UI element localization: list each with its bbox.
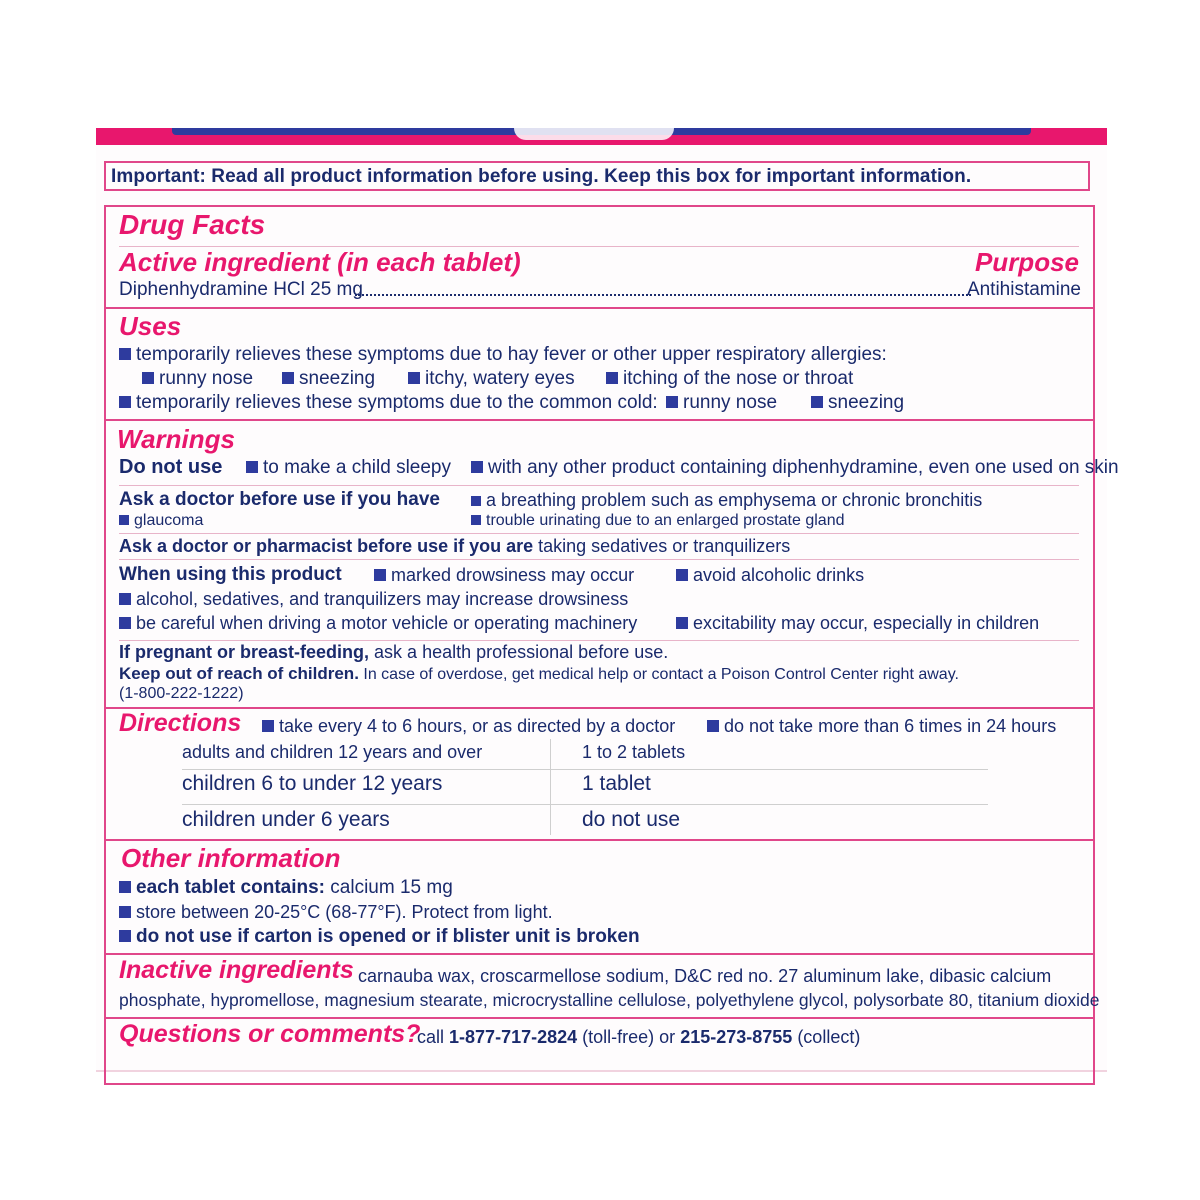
pregnant-row — [119, 642, 668, 663]
brand-logo-fragment — [514, 128, 674, 140]
allergy-item — [606, 368, 853, 390]
calcium-row — [119, 877, 453, 899]
allergy-item-text: runny nose — [159, 368, 254, 389]
carton-top-band — [96, 128, 1107, 145]
divider — [119, 640, 1079, 641]
warnings-section — [106, 419, 1119, 707]
bullet-icon — [606, 372, 618, 384]
do-not-use-item — [246, 457, 451, 479]
dosage-age: children under 6 years — [182, 808, 390, 831]
cold-item-text: sneezing — [828, 392, 905, 413]
when-using-item-text: marked drowsiness may occur — [391, 565, 635, 585]
uses-line-2 — [119, 392, 658, 414]
dosage-amount: do not use — [582, 808, 681, 831]
bullet-icon — [119, 881, 131, 893]
bullet-icon — [142, 372, 154, 384]
when-using-item — [676, 565, 864, 586]
tamper-text: do not use if carton is opened or if blister unit is broken — [136, 926, 640, 947]
call-text: call — [417, 1027, 445, 1047]
bullet-icon — [246, 461, 258, 473]
uses-line-1-text: temporarily relieves these symptoms due to hay fever or other upper respiratory allergies: — [136, 344, 887, 365]
tamper-row — [119, 926, 640, 948]
questions-title: Questions or comments? — [119, 1020, 421, 1048]
divider — [119, 485, 1079, 486]
dosage-amount: 1 tablet — [582, 772, 651, 795]
calcium-label: each tablet contains: — [136, 877, 325, 898]
allergy-item — [408, 368, 575, 390]
storage-text: store between 20-25°C (68-77°F). Protect from light. — [136, 902, 553, 922]
allergy-item — [142, 368, 253, 390]
cold-item — [811, 392, 904, 414]
table-divider — [182, 804, 988, 805]
pregnant-label: If pregnant or breast-feeding, — [119, 642, 370, 662]
allergy-item-text: itchy, watery eyes — [425, 368, 575, 389]
tollfree-phone-link[interactable]: 1-877-717-2824 — [449, 1027, 578, 1047]
bullet-icon — [471, 496, 481, 506]
bullet-icon — [282, 372, 294, 384]
bullet-icon — [408, 372, 420, 384]
ask-doctor-item-text: glaucoma — [134, 512, 204, 529]
active-ingredient-header: Active ingredient (in each tablet) — [119, 247, 521, 277]
bullet-icon — [811, 396, 823, 408]
when-using-item-text: avoid alcoholic drinks — [693, 565, 865, 585]
directions-item — [262, 716, 675, 737]
bullet-icon — [676, 569, 688, 581]
bullet-icon — [119, 617, 131, 629]
ask-doctor-item — [471, 512, 844, 530]
directions-item-text: take every 4 to 6 hours, or as directed by a doctor — [279, 716, 676, 736]
inactive-ingredients-section — [106, 953, 1100, 1017]
allergy-item-text: itching of the nose or throat — [623, 368, 854, 389]
when-using-label: When using this product — [119, 564, 342, 585]
collect-phone-link[interactable]: 215-273-8755 — [680, 1027, 793, 1047]
drug-facts-title: Drug Facts — [119, 209, 266, 240]
dosage-amount: 1 to 2 tablets — [582, 742, 686, 762]
bullet-icon — [119, 593, 131, 605]
when-using-item-text: alcohol, sedatives, and tranquilizers may increase drowsiness — [136, 589, 629, 609]
bullet-icon — [119, 348, 131, 360]
questions-section — [106, 1017, 1093, 1085]
uses-line-1 — [119, 344, 887, 366]
bullet-icon — [119, 396, 131, 408]
cold-item — [666, 392, 777, 414]
pregnant-text: ask a health professional before use. — [374, 642, 669, 662]
inactive-ingredients-title: Inactive ingredients — [119, 956, 354, 984]
bullet-icon — [262, 720, 274, 732]
tollfree-label: (toll-free) or — [582, 1027, 676, 1047]
questions-contact — [417, 1027, 860, 1048]
ask-pharmacist-row — [119, 536, 790, 557]
poison-control-phone: (1-800-222-1222) — [119, 685, 244, 702]
dosage-age: children 6 to under 12 years — [182, 772, 443, 795]
directions-item-text: do not take more than 6 times in 24 hours — [724, 716, 1057, 736]
keep-out-row — [119, 664, 959, 684]
dot-leader — [355, 279, 971, 296]
ingredient-purpose: Antihistamine — [966, 279, 1081, 300]
directions-item — [707, 716, 1056, 737]
when-using-item — [119, 613, 637, 634]
uses-section — [106, 307, 1093, 419]
when-using-item — [676, 613, 1039, 634]
bullet-icon — [471, 461, 483, 473]
divider — [119, 559, 1079, 560]
allergy-item — [282, 368, 375, 390]
when-using-item-text: be careful when driving a motor vehicle or operating machinery — [136, 613, 638, 633]
calcium-value: calcium 15 mg — [330, 877, 453, 898]
drug-facts-panel — [104, 205, 1119, 1085]
bullet-icon — [119, 930, 131, 942]
directions-section — [106, 707, 1093, 839]
ask-doctor-item — [471, 490, 982, 511]
keep-out-text: In case of overdose, get medical help or contact a Poison Control Center right away. — [363, 666, 959, 683]
other-information-section — [106, 839, 1093, 953]
bullet-icon — [119, 515, 129, 525]
purpose-header: Purpose — [974, 247, 1079, 277]
ask-pharmacist-label: Ask a doctor or pharmacist before use if you are — [119, 536, 534, 556]
dosage-age: adults and children 12 years and over — [182, 742, 483, 762]
table-column-divider — [550, 739, 551, 835]
bullet-icon — [374, 569, 386, 581]
warnings-title: Warnings — [117, 424, 235, 454]
bullet-icon — [676, 617, 688, 629]
bullet-icon — [666, 396, 678, 408]
bullet-icon — [471, 515, 481, 525]
bullet-icon — [707, 720, 719, 732]
do-not-use-label: Do not use — [119, 456, 223, 478]
keep-out-label: Keep out of reach of children. — [119, 664, 359, 683]
other-information-title: Other information — [121, 843, 341, 873]
table-divider — [182, 769, 988, 770]
cold-item-text: runny nose — [683, 392, 778, 413]
directions-title: Directions — [119, 709, 242, 737]
when-using-item — [119, 589, 628, 610]
divider — [119, 533, 1079, 534]
bullet-icon — [119, 906, 131, 918]
ask-doctor-item — [119, 512, 203, 530]
ask-doctor-label: Ask a doctor before use if you have — [119, 489, 440, 510]
important-notice: Important: Read all product information before using. Keep this box for important information. — [104, 161, 1090, 191]
storage-row — [119, 902, 553, 923]
allergy-item-text: sneezing — [299, 368, 376, 389]
inactive-ingredients-line-2: phosphate, hypromellose, magnesium stearate, microcrystalline cellulose, polyethylene glycol, polysorbate 80, titanium dioxide — [119, 990, 1100, 1010]
when-using-item-text: excitability may occur, especially in children — [693, 613, 1040, 633]
uses-title: Uses — [119, 311, 182, 341]
ingredient-row — [119, 279, 1081, 301]
when-using-item — [374, 565, 634, 586]
ingredient-name: Diphenhydramine HCl 25 mg — [119, 279, 363, 300]
carton-panel — [96, 128, 1119, 1072]
do-not-use-item — [471, 457, 1119, 479]
ask-doctor-item-text: trouble urinating due to an enlarged prostate gland — [486, 512, 845, 529]
do-not-use-item-text: to make a child sleepy — [263, 457, 451, 478]
uses-line-2-text: temporarily relieves these symptoms due to the common cold: — [136, 392, 658, 413]
do-not-use-item-text: with any other product containing diphenhydramine, even one used on skin — [488, 457, 1119, 478]
inactive-ingredients-line-1: carnauba wax, croscarmellose sodium, D&C red no. 27 aluminum lake, dibasic calcium — [358, 966, 1052, 986]
ask-doctor-item-text: a breathing problem such as emphysema or chronic bronchitis — [486, 490, 983, 510]
ask-pharmacist-text: taking sedatives or tranquilizers — [538, 536, 791, 556]
collect-label: (collect) — [797, 1027, 861, 1047]
